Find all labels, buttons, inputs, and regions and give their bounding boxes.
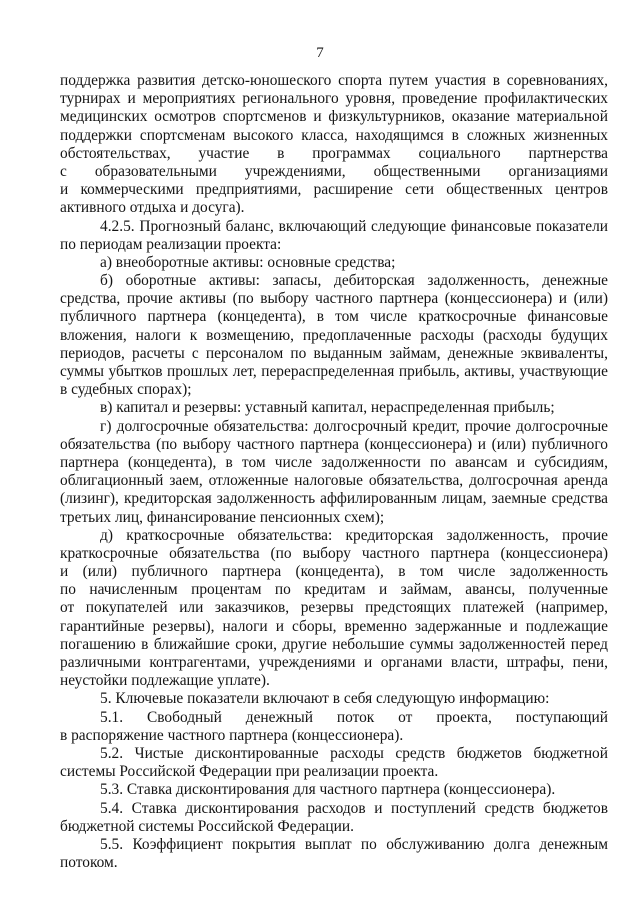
- page-number: 7: [316, 45, 324, 61]
- text-line: 5. Ключевые показатели включают в себя следующую информацию:: [100, 690, 550, 708]
- paragraph: [60, 709, 608, 745]
- paragraph: [60, 218, 608, 254]
- text-line: 5.4. Ставка дисконтирования расходов и поступлений средств бюджетов: [100, 799, 608, 817]
- text-line: поддержки спортсменам высокого класса, находящимся в сложных жизненных: [60, 126, 608, 144]
- text-line: 5.5. Коэффициент покрытия выплат по обслуживанию долга денежным: [100, 835, 608, 853]
- text-line: третьих лиц, финансирование пенсионных схем);: [60, 508, 385, 526]
- text-line: а) внеоборотные активы: основные средства;: [100, 253, 396, 271]
- text-line: вложения, налоги к возмещению, предоплаченные расходы (расходы будущих: [60, 326, 608, 344]
- paragraph: [60, 781, 608, 799]
- text-line: публичного партнера (концедента), в том числе краткосрочные финансовые: [60, 308, 608, 326]
- text-line: и (или) публичного партнера (концедента), в том числе задолженность: [60, 563, 608, 581]
- text-line: в судебных спорах);: [60, 381, 192, 399]
- text-line: активного отдыха и досуга).: [60, 199, 245, 217]
- text-line: (лизинг), кредиторская задолженность аффилированным лицам, заемные средства: [60, 490, 608, 508]
- paragraph: [60, 745, 608, 781]
- paragraph: [60, 418, 608, 527]
- text-line: периодов, расчеты с персоналом по выданным займам, денежные эквиваленты,: [60, 344, 608, 362]
- text-line: 5.1. Свободный денежный поток от проекта, поступающий: [100, 708, 608, 726]
- text-line: и коммерческими предприятиями, расширение сети общественных центров: [60, 181, 608, 199]
- text-line: поддержка развития детско-юношеского спорта путем участия в соревнованиях,: [60, 72, 608, 89]
- text-line: партнера (концедента), в том числе задолженности по авансам и субсидиям,: [60, 453, 608, 471]
- text-line: по начисленным процентам по кредитам и займам, авансы, полученные: [60, 581, 608, 599]
- text-line: 5.3. Ставка дисконтирования для частного партнера (концессионера).: [100, 781, 556, 799]
- paragraph: [60, 272, 608, 399]
- text-line: обязательства (по выбору частного партнера (концессионера) и (или) публичного: [60, 435, 608, 453]
- paragraph: [60, 254, 608, 272]
- paragraph: [60, 836, 608, 872]
- text-line: средства, прочие активы (по выбору частного партнера (концессионера) и (или): [60, 290, 608, 308]
- text-line: потоком.: [60, 854, 118, 872]
- document-body: [60, 72, 608, 872]
- text-line: неустойки подлежащие уплате).: [60, 672, 270, 690]
- text-line: 4.2.5. Прогнозный баланс, включающий следующие финансовые показатели: [100, 217, 608, 235]
- text-line: в) капитал и резервы: уставный капитал, нераспределенная прибыль;: [100, 399, 555, 417]
- text-line: медицинских осмотров спортсменов и физкультурников, оказание материальной: [60, 108, 608, 126]
- text-line: облигационный заем, отложенные налоговые обязательства, долгосрочная аренда: [60, 472, 608, 490]
- text-line: в распоряжение частного партнера (концессионера).: [60, 726, 404, 744]
- text-line: гарантийные резервы), налоги и сборы, временно задержанные и подлежащие: [60, 617, 608, 635]
- text-line: б) оборотные активы: запасы, дебиторская задолженность, денежные: [100, 272, 608, 290]
- text-line: д) краткосрочные обязательства: кредиторская задолженность, прочие: [100, 526, 608, 544]
- text-line: с образовательными учреждениями, общественными организациями: [60, 162, 608, 180]
- text-line: погашению в ближайшие сроки, другие небольшие суммы задолженностей перед: [60, 635, 608, 653]
- text-line: 5.2. Чистые дисконтированные расходы средств бюджетов бюджетной: [100, 744, 608, 762]
- paragraph: [60, 527, 608, 691]
- paragraph: [60, 690, 608, 708]
- text-line: по периодам реализации проекта:: [60, 235, 282, 253]
- text-line: системы Российской Федерации при реализации проекта.: [60, 763, 439, 781]
- text-line: обстоятельствах, участие в программах социального партнерства: [60, 144, 608, 162]
- text-line: г) долгосрочные обязательства: долгосрочный кредит, прочие долгосрочные: [100, 417, 608, 435]
- text-line: бюджетной системы Российской Федерации.: [60, 817, 354, 835]
- paragraph: [60, 72, 608, 218]
- text-line: суммы убытков прошлых лет, перераспределенная прибыль, активы, участвующие: [60, 363, 608, 380]
- paragraph: [60, 800, 608, 836]
- text-line: турнирах и мероприятиях регионального уровня, проведение профилактических: [60, 90, 608, 108]
- paragraph: [60, 399, 608, 417]
- text-line: краткосрочные обязательства (по выбору частного партнера (концессионера): [60, 544, 608, 562]
- text-line: различными контрагентами, учреждениями и органами власти, штрафы, пени,: [60, 654, 608, 671]
- text-line: от покупателей или заказчиков, резервы предстоящих платежей (например,: [60, 599, 608, 617]
